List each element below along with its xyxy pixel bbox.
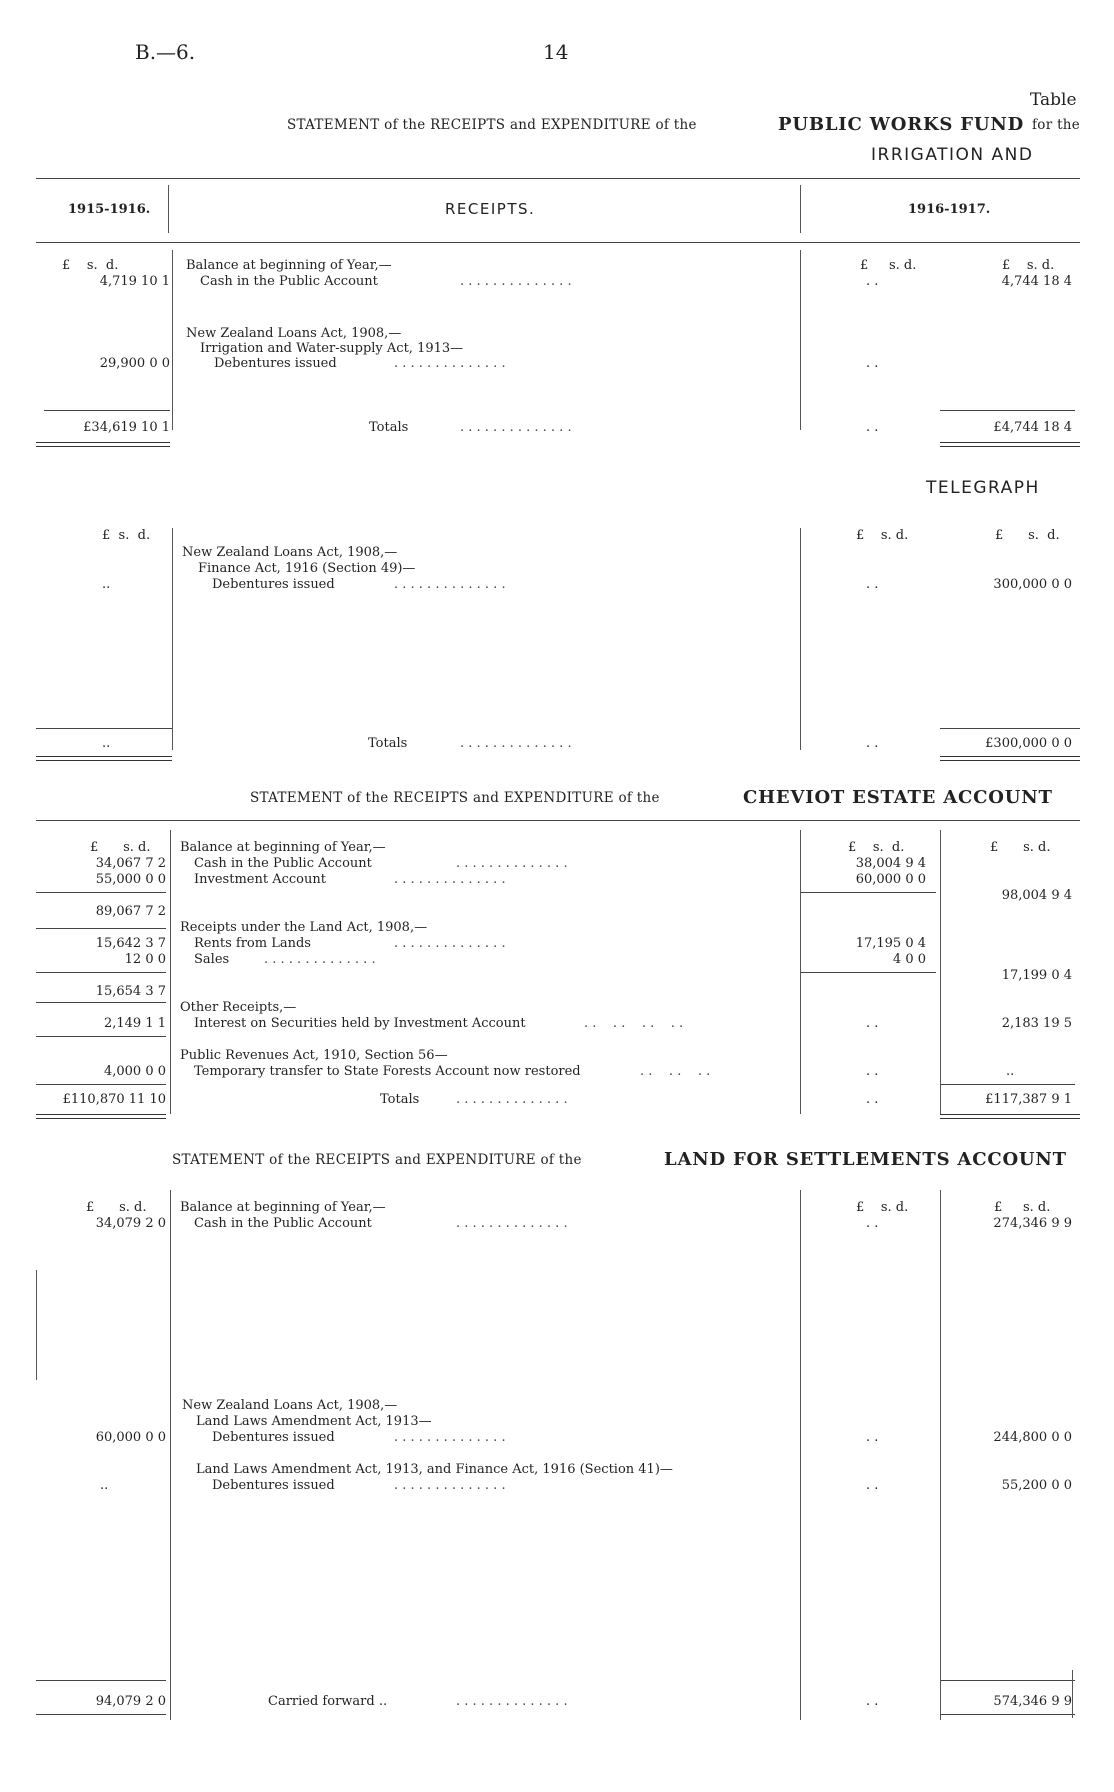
cheviot-transfer-label: Temporary transfer to State Forests Account now restored: [194, 1064, 581, 1079]
tel-heading: TELEGRAPH: [926, 478, 1040, 498]
rule: [36, 820, 1080, 821]
cheviot-cash-mid: 38,004 9 4: [855, 856, 926, 871]
rule: [940, 1084, 1075, 1085]
lfs-lla-label1: Land Laws Amendment Act, 1913, and Finance Act, 1916 (Section 41)—: [196, 1462, 673, 1477]
rule: [36, 1036, 166, 1037]
tel-row1-right: 300,000 0 0: [993, 577, 1072, 592]
rule: [36, 442, 170, 447]
irr-totals-right: £4,744 18 4: [993, 420, 1072, 435]
leader-dots: . . . . . . . . . . . . . .: [460, 420, 572, 435]
irr-totals-mid: . .: [866, 420, 879, 435]
rule: [940, 1714, 1075, 1715]
irr-row1-label2: Cash in the Public Account: [200, 274, 378, 289]
cheviot-title-bold: CHEVIOT ESTATE ACCOUNT: [743, 787, 1053, 808]
lfs-cf-right: 574,346 9 9: [993, 1694, 1072, 1709]
cheviot-sub1-right: 98,004 9 4: [1001, 888, 1072, 903]
cheviot-sub2-left: 15,654 3 7: [95, 984, 166, 999]
lfs-lla-left: ..: [100, 1478, 109, 1493]
cheviot-sales-label: Sales: [194, 952, 230, 967]
leader-dots: . . . . . . . . . . . . . .: [460, 274, 572, 289]
tel-totals-right: £300,000 0 0: [985, 736, 1072, 751]
rule: [36, 1114, 166, 1119]
cheviot-cash-left: 34,067 7 2: [95, 856, 166, 871]
rule: [940, 728, 1080, 729]
table-word: Table: [1030, 90, 1077, 110]
rule: [36, 1084, 166, 1085]
tel-row1-label2: Finance Act, 1916 (Section 49)—: [198, 561, 416, 576]
rule: [36, 1714, 166, 1715]
leader-dots: . . . . . . . . . . . . . .: [460, 736, 572, 751]
leader-dots: . . . . . . . . . . . . . .: [394, 872, 506, 887]
irr-row1-label1: Balance at beginning of Year,—: [186, 258, 392, 273]
rule: [36, 756, 172, 761]
unit-left: £ s. d.: [102, 528, 151, 543]
irr-row2-mid: . .: [866, 356, 879, 371]
rule: [36, 1680, 166, 1681]
unit-right: £ s. d.: [990, 840, 1051, 855]
col-receipts: RECEIPTS.: [445, 200, 536, 218]
rule: [172, 250, 173, 430]
cheviot-rents-left: 15,642 3 7: [95, 936, 166, 951]
tel-row1-label1: New Zealand Loans Act, 1908,—: [182, 545, 398, 560]
pwf-title-suffix: for the: [1032, 117, 1081, 133]
unit-right: £ s. d.: [995, 528, 1060, 543]
leader-dots: . . . . . . . . . . . . . .: [456, 1216, 568, 1231]
cheviot-balance-label: Balance at beginning of Year,—: [180, 840, 386, 855]
rule: [172, 528, 173, 750]
unit-mid: £ s. d.: [856, 1200, 909, 1215]
lfs-nz-mid: . .: [866, 1430, 879, 1445]
irr-row2-left: 29,900 0 0: [99, 356, 170, 371]
cheviot-sub1-left: 89,067 7 2: [95, 904, 166, 919]
cheviot-interest-left: 2,149 1 1: [103, 1016, 166, 1031]
lfs-cf-mid: . .: [866, 1694, 879, 1709]
cheviot-sales-left: 12 0 0: [124, 952, 166, 967]
pwf-title-bold: PUBLIC WORKS FUND: [778, 114, 1025, 135]
leader-dots: . . . . . . . . . . . . . .: [456, 856, 568, 871]
page-number: 14: [543, 40, 569, 64]
irr-row1-right: 4,744 18 4: [1001, 274, 1072, 289]
rule: [800, 892, 936, 893]
rule: [36, 928, 166, 929]
lfs-nz-label2: Land Laws Amendment Act, 1913—: [196, 1414, 432, 1429]
rule: [170, 1190, 171, 1720]
rule: [940, 1114, 1080, 1119]
cheviot-sub2-right: 17,199 0 4: [1001, 968, 1072, 983]
lfs-cf-label: Carried forward ..: [268, 1694, 388, 1709]
rule: [940, 410, 1075, 411]
rule: [36, 892, 166, 893]
unit-right: £ s. d.: [994, 1200, 1051, 1215]
cheviot-rents-mid: 17,195 0 4: [855, 936, 926, 951]
leader-dots: . . . . . . . . . . . . . .: [456, 1694, 568, 1709]
rule: [940, 756, 1080, 761]
cheviot-transfer-mid: . .: [866, 1064, 879, 1079]
cheviot-invest-left: 55,000 0 0: [95, 872, 166, 887]
lfs-lla-mid: . .: [866, 1478, 879, 1493]
rule: [800, 185, 801, 233]
irr-row2-label2: Irrigation and Water-supply Act, 1913—: [200, 341, 464, 356]
lfs-balance-label: Balance at beginning of Year,—: [180, 1200, 386, 1215]
leader-dots: . . . . . . . . . . . . . .: [394, 356, 506, 371]
lfs-nz-left: 60,000 0 0: [95, 1430, 166, 1445]
unit-mid: £ s. d.: [860, 258, 917, 273]
irr-row1-left: 4,719 10 1: [99, 274, 170, 289]
unit-left: £ s. d.: [86, 1200, 147, 1215]
leader-dots: . . . . . . . .: [584, 1016, 684, 1031]
lfs-title-bold: LAND FOR SETTLEMENTS ACCOUNT: [664, 1149, 1067, 1170]
rule: [1072, 1670, 1073, 1718]
lfs-cash-left: 34,079 2 0: [95, 1216, 166, 1231]
rule: [800, 972, 936, 973]
rule: [940, 1190, 941, 1720]
lfs-nz-label1: New Zealand Loans Act, 1908,—: [182, 1398, 398, 1413]
tel-row1-label3: Debentures issued: [212, 577, 335, 592]
cheviot-land-label: Receipts under the Land Act, 1908,—: [180, 920, 428, 935]
rule: [940, 830, 941, 1114]
leader-dots: . . . . . . . . . . . . . .: [394, 577, 506, 592]
lfs-cash-mid: . .: [866, 1216, 879, 1231]
col-1915: 1915-1916.: [68, 202, 151, 217]
cheviot-interest-label: Interest on Securities held by Investment Account: [194, 1016, 526, 1031]
irr-row1-mid: . .: [866, 274, 879, 289]
cheviot-transfer-left: 4,000 0 0: [103, 1064, 166, 1079]
unit-mid: £ s. d.: [856, 528, 909, 543]
leader-dots: . . . . . .: [640, 1064, 711, 1079]
unit-mid: £ s. d.: [848, 840, 905, 855]
tel-row1-mid: . .: [866, 577, 879, 592]
lfs-cf-left: 94,079 2 0: [95, 1694, 166, 1709]
lfs-lla-label2: Debentures issued: [212, 1478, 335, 1493]
rule: [36, 178, 1080, 179]
cheviot-invest-label: Investment Account: [194, 872, 326, 887]
lfs-cash-label: Cash in the Public Account: [194, 1216, 372, 1231]
rule: [36, 1270, 37, 1380]
rule: [168, 185, 169, 233]
rule: [36, 728, 172, 729]
cheviot-interest-mid: . .: [866, 1016, 879, 1031]
cheviot-title-prefix: STATEMENT of the RECEIPTS and EXPENDITURE of the: [250, 790, 660, 806]
leader-dots: . . . . . . . . . . . . . .: [394, 1430, 506, 1445]
lfs-lla-right: 55,200 0 0: [1001, 1478, 1072, 1493]
leader-dots: . . . . . . . . . . . . . .: [394, 1478, 506, 1493]
unit-left: £ s. d.: [62, 258, 119, 273]
lfs-nz-right: 244,800 0 0: [993, 1430, 1072, 1445]
unit-left: £ s. d.: [90, 840, 151, 855]
rule: [940, 1680, 1075, 1681]
cheviot-interest-right: 2,183 19 5: [1001, 1016, 1072, 1031]
rule: [800, 250, 801, 430]
rule: [44, 410, 170, 411]
rule: [36, 1002, 166, 1003]
cheviot-totals-mid: . .: [866, 1092, 879, 1107]
pwf-title-prefix: STATEMENT of the RECEIPTS and EXPENDITURE of the: [287, 117, 697, 133]
tel-totals-label: Totals: [368, 736, 408, 751]
tel-totals-mid: . .: [866, 736, 879, 751]
cheviot-sales-mid: 4 0 0: [892, 952, 926, 967]
lfs-nz-label3: Debentures issued: [212, 1430, 335, 1445]
rule: [800, 1190, 801, 1720]
unit-right: £ s. d.: [1002, 258, 1055, 273]
tel-totals-left: ..: [102, 736, 111, 751]
lfs-title-prefix: STATEMENT of the RECEIPTS and EXPENDITURE of the: [172, 1152, 582, 1168]
cheviot-transfer-right: ..: [1006, 1064, 1015, 1079]
irr-row2-label3: Debentures issued: [214, 356, 337, 371]
rule: [940, 442, 1080, 447]
cheviot-other-label: Other Receipts,—: [180, 1000, 297, 1015]
rule: [36, 972, 166, 973]
tel-row1-left: ..: [102, 577, 111, 592]
cheviot-totals-label: Totals: [380, 1092, 420, 1107]
leader-dots: . . . . . . . . . . . . . .: [394, 936, 506, 951]
cheviot-invest-mid: 60,000 0 0: [855, 872, 926, 887]
leader-dots: . . . . . . . . . . . . . .: [264, 952, 376, 967]
pwf-subheading-irrigation: IRRIGATION AND: [871, 145, 1034, 165]
rule: [170, 830, 171, 1114]
irr-totals-left: £34,619 10 1: [83, 420, 170, 435]
leader-dots: . . . . . . . . . . . . . .: [456, 1092, 568, 1107]
cheviot-pra-label: Public Revenues Act, 1910, Section 56—: [180, 1048, 448, 1063]
cheviot-totals-right: £117,387 9 1: [985, 1092, 1072, 1107]
rule: [800, 528, 801, 750]
col-1916: 1916-1917.: [908, 202, 991, 217]
cheviot-totals-left: £110,870 11 10: [62, 1092, 166, 1107]
rule: [800, 830, 801, 1114]
irr-row2-label1: New Zealand Loans Act, 1908,—: [186, 326, 402, 341]
irr-totals-label: Totals: [369, 420, 409, 435]
page-ref: B.—6.: [135, 40, 196, 64]
cheviot-cash-label: Cash in the Public Account: [194, 856, 372, 871]
cheviot-rents-label: Rents from Lands: [194, 936, 311, 951]
lfs-cash-right: 274,346 9 9: [993, 1216, 1072, 1231]
rule: [36, 242, 1080, 243]
